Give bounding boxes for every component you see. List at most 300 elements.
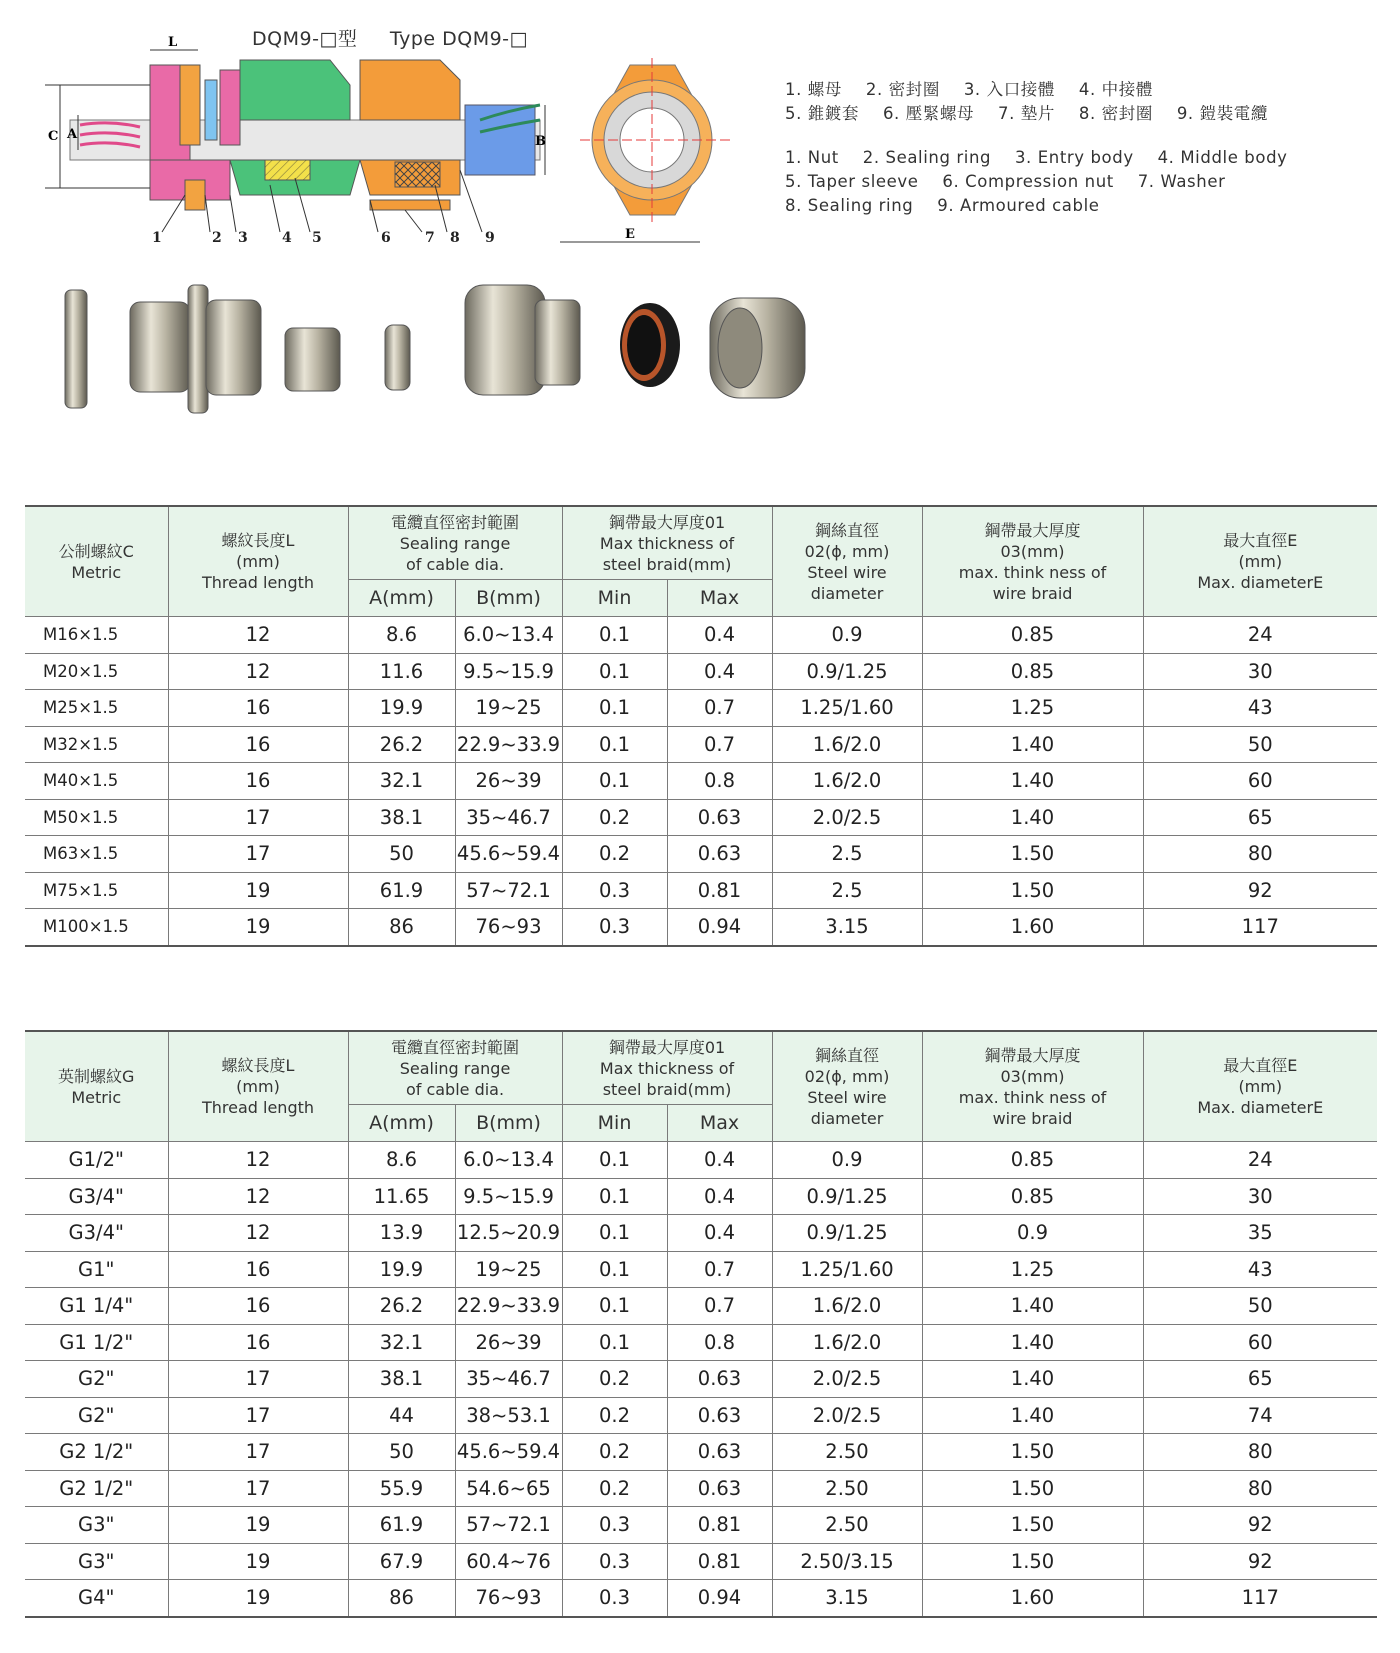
table-cell: 8.6 — [348, 617, 455, 654]
table-cell: 45.6~59.4 — [455, 1434, 562, 1471]
photo-washer — [385, 325, 410, 390]
table-cell: 0.2 — [562, 1361, 667, 1398]
legend-item: 8. 密封圈 — [1078, 104, 1153, 123]
table-cell: 38.1 — [348, 1361, 455, 1398]
callout-9: 9 — [485, 230, 495, 246]
table-cell: G3" — [25, 1507, 168, 1544]
table-cell: 60 — [1143, 1324, 1377, 1361]
table-cell: 0.2 — [562, 1470, 667, 1507]
table-cell: M100×1.5 — [25, 909, 168, 946]
table-cell: 19 — [168, 872, 348, 909]
table-cell: 57~72.1 — [455, 1507, 562, 1544]
table-cell: 1.6/2.0 — [772, 1324, 922, 1361]
table-cell: M63×1.5 — [25, 836, 168, 873]
table-cell: 0.1 — [562, 1178, 667, 1215]
metric-spec-table — [25, 505, 1377, 947]
table-cell: 0.94 — [667, 1580, 772, 1617]
table-cell: 0.4 — [667, 617, 772, 654]
table-cell: 17 — [168, 1470, 348, 1507]
table-cell: 0.9/1.25 — [772, 1178, 922, 1215]
table-cell: 0.1 — [562, 1324, 667, 1361]
table-cell: 6.0~13.4 — [455, 1142, 562, 1179]
table-row — [25, 1288, 1377, 1325]
table-cell: 50 — [348, 1434, 455, 1471]
table-cell: 92 — [1143, 872, 1377, 909]
legend-item: 6. Compression nut — [942, 172, 1114, 191]
table-cell: 0.4 — [667, 653, 772, 690]
table-cell: 12 — [168, 617, 348, 654]
table-cell: 0.63 — [667, 1397, 772, 1434]
table-cell: 0.3 — [562, 1543, 667, 1580]
col-header-thread-length: 螺紋長度L (mm) Thread length — [168, 1031, 348, 1142]
table-cell: 26.2 — [348, 726, 455, 763]
legend-item: 5. 錐鍍套 — [785, 104, 860, 123]
col-header-steel-braid: 鋼帶最大厚度01 Max thickness of steel braid(mm) — [562, 506, 772, 580]
table-cell: 0.3 — [562, 872, 667, 909]
table-cell: 55.9 — [348, 1470, 455, 1507]
table-row — [25, 1507, 1377, 1544]
table-row — [25, 872, 1377, 909]
table-cell: G1 1/4" — [25, 1288, 168, 1325]
legend-item: 4. Middle body — [1157, 148, 1288, 167]
table-cell: 19 — [168, 1507, 348, 1544]
nut — [180, 65, 200, 145]
middle-body — [240, 60, 350, 120]
table-cell: G2 1/2" — [25, 1434, 168, 1471]
table-cell: 0.9 — [772, 1142, 922, 1179]
table-row — [25, 763, 1377, 800]
table-cell: 1.40 — [922, 1288, 1143, 1325]
table-cell: 30 — [1143, 653, 1377, 690]
col-header-max: Max — [667, 1105, 772, 1142]
table-cell: 50 — [1143, 1288, 1377, 1325]
table-cell: 60 — [1143, 763, 1377, 800]
table-cell: 6.0~13.4 — [455, 617, 562, 654]
table-cell: 0.63 — [667, 799, 772, 836]
photo-middle-body — [465, 285, 580, 395]
table-cell: 45.6~59.4 — [455, 836, 562, 873]
table-cell: 1.50 — [922, 1434, 1143, 1471]
table-row — [25, 909, 1377, 946]
table-cell: 65 — [1143, 1361, 1377, 1398]
table-cell: 0.7 — [667, 726, 772, 763]
table-cell: 16 — [168, 1251, 348, 1288]
table-cell: 1.40 — [922, 1397, 1143, 1434]
table-row — [25, 1215, 1377, 1252]
table-cell: 12 — [168, 1142, 348, 1179]
table-row — [25, 1251, 1377, 1288]
table-cell: 0.1 — [562, 726, 667, 763]
table-cell: 0.4 — [667, 1215, 772, 1252]
col-header-a: A(mm) — [348, 1105, 455, 1142]
legend-item: 6. 壓緊螺母 — [882, 104, 975, 123]
compression-nut — [360, 60, 460, 120]
dim-B: B — [535, 134, 546, 149]
table-cell: 0.63 — [667, 1470, 772, 1507]
table-cell: 61.9 — [348, 1507, 455, 1544]
table-cell: M16×1.5 — [25, 617, 168, 654]
table-cell: 50 — [1143, 726, 1377, 763]
table-cell: 16 — [168, 1288, 348, 1325]
table-cell: 2.0/2.5 — [772, 799, 922, 836]
table-cell: G1" — [25, 1251, 168, 1288]
col-header-a: A(mm) — [348, 580, 455, 617]
parts-legend — [785, 78, 1306, 218]
table-cell: 1.50 — [922, 872, 1143, 909]
table-cell: 80 — [1143, 836, 1377, 873]
table-cell: 0.85 — [922, 1178, 1143, 1215]
table-row — [25, 1434, 1377, 1471]
table-cell: 65 — [1143, 799, 1377, 836]
table-cell: 1.50 — [922, 1507, 1143, 1544]
table-cell: 2.50/3.15 — [772, 1543, 922, 1580]
table-cell: 0.94 — [667, 909, 772, 946]
table-cell: 86 — [348, 1580, 455, 1617]
sealing-ring — [205, 80, 217, 140]
table-cell: 3.15 — [772, 909, 922, 946]
table-cell: 0.8 — [667, 763, 772, 800]
table-cell: 0.4 — [667, 1142, 772, 1179]
table-cell: G2 1/2" — [25, 1470, 168, 1507]
table-cell: 2.5 — [772, 836, 922, 873]
table-row — [25, 1178, 1377, 1215]
table-row — [25, 1543, 1377, 1580]
table-cell: 50 — [348, 836, 455, 873]
table-cell: 17 — [168, 799, 348, 836]
table-cell: 0.63 — [667, 1434, 772, 1471]
table-cell: 22.9~33.9 — [455, 1288, 562, 1325]
table-cell: 13.9 — [348, 1215, 455, 1252]
table-cell: 24 — [1143, 617, 1377, 654]
table-cell: 32.1 — [348, 763, 455, 800]
table-cell: 0.3 — [562, 1507, 667, 1544]
table-cell: 11.65 — [348, 1178, 455, 1215]
callout-8: 8 — [450, 230, 460, 246]
photo-compression-nut — [710, 298, 805, 398]
table-cell: 16 — [168, 690, 348, 727]
table-row — [25, 1142, 1377, 1179]
table-cell: 1.6/2.0 — [772, 726, 922, 763]
table-cell: 0.85 — [922, 1142, 1143, 1179]
table-cell: 1.6/2.0 — [772, 1288, 922, 1325]
table-cell: 16 — [168, 763, 348, 800]
table-cell: 86 — [348, 909, 455, 946]
table-cell: 0.1 — [562, 1251, 667, 1288]
col-header-b: B(mm) — [455, 580, 562, 617]
table-cell: 54.6~65 — [455, 1470, 562, 1507]
table-cell: 76~93 — [455, 1580, 562, 1617]
dim-A: A — [67, 127, 78, 142]
table-cell: 2.50 — [772, 1507, 922, 1544]
legend-cn-row-1 — [785, 78, 1306, 102]
table-cell: 16 — [168, 1324, 348, 1361]
parts-photos — [60, 280, 860, 430]
table-cell: 0.81 — [667, 1507, 772, 1544]
table-cell: 32.1 — [348, 1324, 455, 1361]
photo-sealing-ring — [620, 303, 680, 387]
legend-item: 3. Entry body — [1014, 148, 1134, 167]
col-header-wire-braid: 鋼帶最大厚度 03(mm) max. think ness of wire braid — [922, 1031, 1143, 1142]
table-cell: 1.25 — [922, 1251, 1143, 1288]
legend-cn-row-2 — [785, 102, 1306, 126]
table-cell: 0.3 — [562, 909, 667, 946]
table-cell: 76~93 — [455, 909, 562, 946]
table-cell: 0.1 — [562, 1142, 667, 1179]
table-cell: G2" — [25, 1397, 168, 1434]
table-cell: 0.8 — [667, 1324, 772, 1361]
table-cell: 38~53.1 — [455, 1397, 562, 1434]
callout-3: 3 — [238, 230, 248, 246]
table-cell: M50×1.5 — [25, 799, 168, 836]
table-cell: 19~25 — [455, 690, 562, 727]
table-cell: 19~25 — [455, 1251, 562, 1288]
callout-1: 1 — [152, 230, 162, 246]
table-cell: 80 — [1143, 1434, 1377, 1471]
table-cell: 0.9/1.25 — [772, 653, 922, 690]
legend-item: 2. Sealing ring — [862, 148, 992, 167]
table-cell: G2" — [25, 1361, 168, 1398]
table-row — [25, 726, 1377, 763]
table-cell: 1.50 — [922, 836, 1143, 873]
table-cell: 0.9 — [922, 1215, 1143, 1252]
table-cell: 117 — [1143, 1580, 1377, 1617]
table-cell: 117 — [1143, 909, 1377, 946]
legend-en-row-2 — [785, 170, 1306, 194]
table-cell: 35~46.7 — [455, 799, 562, 836]
callout-4: 4 — [282, 230, 292, 246]
callout-5: 5 — [312, 230, 322, 246]
table-cell: M75×1.5 — [25, 872, 168, 909]
legend-item: 4. 中接體 — [1078, 80, 1153, 99]
table-cell: 0.2 — [562, 1434, 667, 1471]
table-cell: 2.0/2.5 — [772, 1397, 922, 1434]
table-cell: 43 — [1143, 1251, 1377, 1288]
col-header-min: Min — [562, 1105, 667, 1142]
table-cell: M20×1.5 — [25, 653, 168, 690]
callout-7: 7 — [425, 230, 435, 246]
col-header-min: Min — [562, 580, 667, 617]
table-cell: G1 1/2" — [25, 1324, 168, 1361]
col-header-max-diameter: 最大直徑E (mm) Max. diameterE — [1143, 1031, 1377, 1142]
table-cell: 1.40 — [922, 1361, 1143, 1398]
table-cell: 17 — [168, 1397, 348, 1434]
table-cell: 1.40 — [922, 1324, 1143, 1361]
table-cell: 17 — [168, 836, 348, 873]
type-title-cn: DQM9-□型 — [252, 28, 358, 50]
table-cell: 0.2 — [562, 799, 667, 836]
table-cell: 0.81 — [667, 872, 772, 909]
table-cell: 67.9 — [348, 1543, 455, 1580]
table-row — [25, 1397, 1377, 1434]
table-cell: 2.50 — [772, 1470, 922, 1507]
dim-E: E — [625, 227, 635, 242]
table-cell: M25×1.5 — [25, 690, 168, 727]
table-cell: G4" — [25, 1580, 168, 1617]
legend-item: 9. 鎧裝電纜 — [1176, 104, 1268, 123]
table-cell: 9.5~15.9 — [455, 653, 562, 690]
table-cell: 12.5~20.9 — [455, 1215, 562, 1252]
col-header-sealing-range: 電纜直徑密封範圍 Sealing range of cable dia. — [348, 506, 562, 580]
armoured-cable — [465, 105, 535, 175]
legend-item: 2. 密封圈 — [865, 80, 940, 99]
table-cell: 19 — [168, 909, 348, 946]
col-header-steel-wire: 鋼絲直徑 02(ϕ, mm) Steel wire diameter — [772, 506, 922, 617]
table-cell: 0.2 — [562, 1397, 667, 1434]
col-header-steel-wire: 鋼絲直徑 02(ϕ, mm) Steel wire diameter — [772, 1031, 922, 1142]
table-cell: 12 — [168, 653, 348, 690]
table-cell: 0.2 — [562, 836, 667, 873]
legend-en-row-1 — [785, 146, 1306, 170]
table-cell: 1.25/1.60 — [772, 1251, 922, 1288]
table-cell: 0.9/1.25 — [772, 1215, 922, 1252]
table-cell: 1.40 — [922, 726, 1143, 763]
type-title-en: Type DQM9-□ — [389, 28, 528, 50]
table-cell: 0.7 — [667, 1288, 772, 1325]
cable-gland-diagram — [40, 10, 760, 265]
table-cell: 35 — [1143, 1215, 1377, 1252]
table-cell: 1.50 — [922, 1543, 1143, 1580]
col-header-max: Max — [667, 580, 772, 617]
callout-2: 2 — [212, 230, 222, 246]
table-cell: 0.63 — [667, 836, 772, 873]
table-row — [25, 1470, 1377, 1507]
end-view — [580, 58, 730, 222]
col-header-thread: 英制螺紋G Metric — [25, 1031, 168, 1142]
table-cell: 26~39 — [455, 763, 562, 800]
table-cell: 17 — [168, 1434, 348, 1471]
table-row — [25, 653, 1377, 690]
table-cell: 92 — [1143, 1507, 1377, 1544]
table-cell: 1.40 — [922, 799, 1143, 836]
table-cell: 0.1 — [562, 1288, 667, 1325]
legend-item: 7. 墊片 — [998, 104, 1055, 123]
table-row — [25, 1580, 1377, 1617]
washer — [395, 162, 440, 187]
table-cell: 0.85 — [922, 617, 1143, 654]
table-cell: 0.9 — [772, 617, 922, 654]
table-cell: 17 — [168, 1361, 348, 1398]
table-cell: 0.1 — [562, 763, 667, 800]
table-cell: 2.0/2.5 — [772, 1361, 922, 1398]
table-cell: M32×1.5 — [25, 726, 168, 763]
table-cell: 9.5~15.9 — [455, 1178, 562, 1215]
table-cell: 8.6 — [348, 1142, 455, 1179]
legend-item: 8. Sealing ring — [785, 196, 914, 215]
legend-item: 1. 螺母 — [785, 80, 842, 99]
legend-item: 9. Armoured cable — [937, 196, 1100, 215]
table-cell: 74 — [1143, 1397, 1377, 1434]
table-cell: 1.25 — [922, 690, 1143, 727]
imperial-spec-table — [25, 1030, 1377, 1618]
table-cell: 1.6/2.0 — [772, 763, 922, 800]
col-header-steel-braid: 鋼帶最大厚度01 Max thickness of steel braid(mm) — [562, 1031, 772, 1105]
dim-C: C — [48, 129, 59, 144]
legend-item: 1. Nut — [785, 148, 839, 167]
col-header-sealing-range: 電纜直徑密封範圍 Sealing range of cable dia. — [348, 1031, 562, 1105]
col-header-max-diameter: 最大直徑E (mm) Max. diameterE — [1143, 506, 1377, 617]
col-header-thread-length: 螺紋長度L (mm) Thread length — [168, 506, 348, 617]
table-cell: G3/4" — [25, 1178, 168, 1215]
legend-item: 7. Washer — [1137, 172, 1226, 191]
table-cell: 3.15 — [772, 1580, 922, 1617]
table-cell: 19 — [168, 1543, 348, 1580]
table-row — [25, 690, 1377, 727]
col-header-wire-braid: 鋼帶最大厚度 03(mm) max. think ness of wire braid — [922, 506, 1143, 617]
dim-L: L — [168, 35, 178, 50]
table-row — [25, 799, 1377, 836]
table-cell: 12 — [168, 1215, 348, 1252]
table-cell: 0.4 — [667, 1178, 772, 1215]
table-cell: 11.6 — [348, 653, 455, 690]
table-cell: 1.25/1.60 — [772, 690, 922, 727]
table-cell: 60.4~76 — [455, 1543, 562, 1580]
table-cell: M40×1.5 — [25, 763, 168, 800]
table-cell: 0.85 — [922, 653, 1143, 690]
table-cell: G3" — [25, 1543, 168, 1580]
table-cell: 0.1 — [562, 1215, 667, 1252]
table-cell: 2.50 — [772, 1434, 922, 1471]
table-cell: 92 — [1143, 1543, 1377, 1580]
table-cell: 0.1 — [562, 617, 667, 654]
table-row — [25, 836, 1377, 873]
table-row — [25, 617, 1377, 654]
table-row — [25, 1361, 1377, 1398]
table-cell: 16 — [168, 726, 348, 763]
photo-entry-body — [130, 285, 261, 413]
photo-nut — [65, 290, 87, 408]
table-cell: 0.81 — [667, 1543, 772, 1580]
legend-en-row-3 — [785, 194, 1306, 218]
table-cell: 35~46.7 — [455, 1361, 562, 1398]
table-row — [25, 1324, 1377, 1361]
table-cell: 43 — [1143, 690, 1377, 727]
table-cell: 30 — [1143, 1178, 1377, 1215]
table-cell: 19 — [168, 1580, 348, 1617]
table-cell: 0.7 — [667, 1251, 772, 1288]
table-cell: 0.63 — [667, 1361, 772, 1398]
legend-item: 3. 入口接體 — [963, 80, 1055, 99]
table-cell: 22.9~33.9 — [455, 726, 562, 763]
photo-taper-sleeve — [285, 328, 340, 391]
table-cell: 1.50 — [922, 1470, 1143, 1507]
table-cell: 0.1 — [562, 653, 667, 690]
table-cell: 57~72.1 — [455, 872, 562, 909]
table-cell: 0.3 — [562, 1580, 667, 1617]
table-cell: G1/2" — [25, 1142, 168, 1179]
table-cell: 0.1 — [562, 690, 667, 727]
table-cell: 44 — [348, 1397, 455, 1434]
legend-item: 5. Taper sleeve — [785, 172, 919, 191]
callout-6: 6 — [381, 230, 391, 246]
table-cell: 38.1 — [348, 799, 455, 836]
table-cell: 2.5 — [772, 872, 922, 909]
table-cell: 80 — [1143, 1470, 1377, 1507]
table-cell: 1.60 — [922, 1580, 1143, 1617]
table-cell: 26.2 — [348, 1288, 455, 1325]
table-cell: 1.60 — [922, 909, 1143, 946]
table-cell: 19.9 — [348, 690, 455, 727]
col-header-b: B(mm) — [455, 1105, 562, 1142]
table-cell: 1.40 — [922, 763, 1143, 800]
table-cell: 61.9 — [348, 872, 455, 909]
col-header-thread: 公制螺紋C Metric — [25, 506, 168, 617]
table-cell: 26~39 — [455, 1324, 562, 1361]
table-cell: 24 — [1143, 1142, 1377, 1179]
table-cell: 0.7 — [667, 690, 772, 727]
table-cell: 12 — [168, 1178, 348, 1215]
table-cell: 19.9 — [348, 1251, 455, 1288]
table-cell: G3/4" — [25, 1215, 168, 1252]
